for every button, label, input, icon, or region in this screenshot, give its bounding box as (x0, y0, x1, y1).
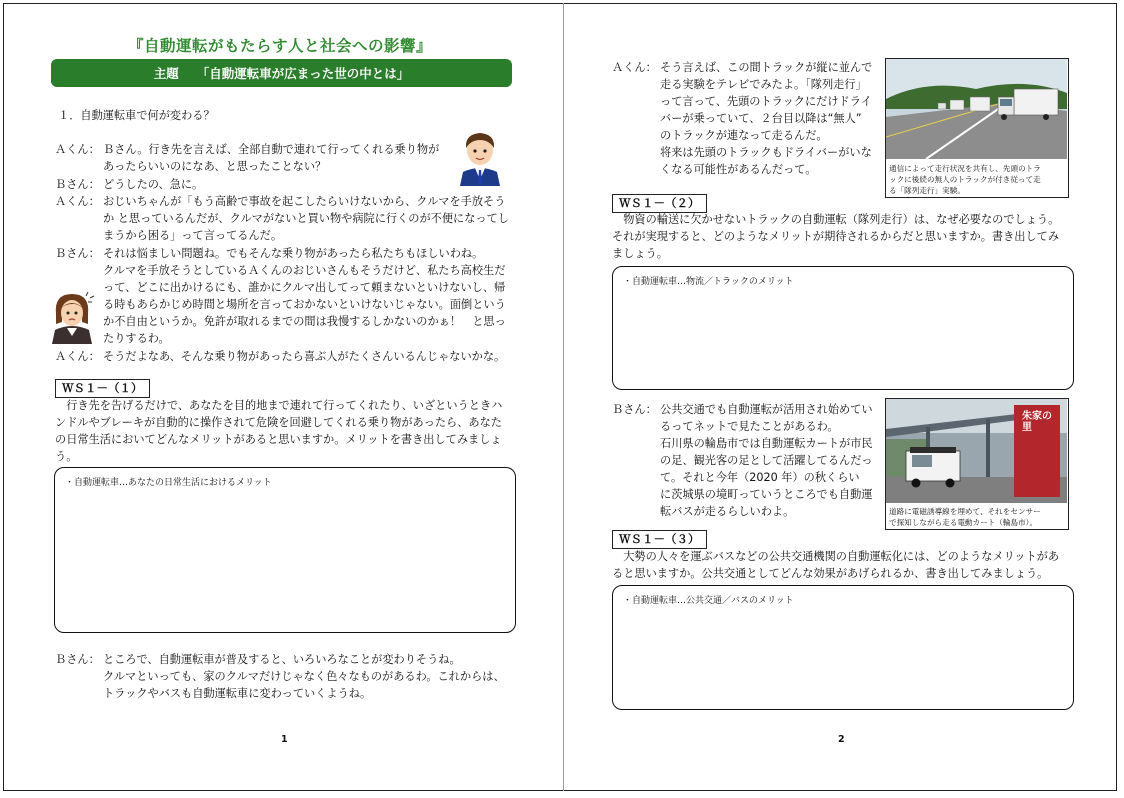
truck-line: のトラックが連なって走るんだ。 (660, 129, 828, 142)
cart-photo-caption-line: で探知しながら走る電動カート（輪島市）。 (889, 518, 1038, 527)
truck-photo-caption-line: ックに後続の無人のトラックが付き従って走 (889, 175, 1041, 184)
truck-platoon-photo (885, 58, 1069, 198)
bus-line: 公共交通でも自動運転が活用され始めてい (660, 403, 873, 416)
theme-text: 「自動運転車が広まった世の中とは」 (196, 66, 410, 81)
document-title: 『自動運転がもたらす人と社会への影響』 (127, 37, 432, 55)
dialogue-line: それは悩ましい問題ね。でもそんな乗り物があったら私たちもほしいわね。 (103, 247, 484, 260)
electric-cart-photo (885, 398, 1069, 530)
ws1-prompt-line: の日常生活においてどんなメリットがあると思いますか。メリットを書き出してみましょ (55, 433, 502, 446)
ws2-prompt-line: 物資の輸送に欠かせないトラックの自動運転（隊列走行）は、なぜ必要なのでしょう。 (612, 213, 1060, 226)
bus-line: の足、観光客の足として活躍してるんだっ (660, 454, 873, 467)
dialogue-line: どうしたの、急に。 (103, 178, 204, 191)
girl-avatar-icon (48, 288, 96, 344)
ws3-label: ＷＳ１－（３） (612, 530, 707, 549)
dialogue-line: そうだよなあ、そんな乗り物があったら喜ぶ人がたくさんいるんじゃないかな。 (103, 350, 506, 363)
ws1-answer-box[interactable] (54, 467, 516, 633)
ws3-prompt-line: ると思いますか。公共交通としてどんな効果があげられるか、書き出してみましょう。 (612, 567, 1049, 580)
speaker: Ｂさん： (612, 403, 657, 416)
ws1-label: ＷＳ１－（１） (55, 379, 150, 398)
truck-line: 将来は先頭のトラックもドライバーがいな (660, 146, 872, 159)
speaker: Ａくん： (55, 195, 100, 208)
closing-line: トラックやバスも自動運転車に変わっていくようね。 (103, 687, 372, 700)
bus-line: て。それと今年（2020 年）の秋くらい (660, 471, 860, 484)
dialogue-line: か不自由というか。免許が取れるまでの間は我慢するしかないのかぁ！ と思っ (103, 315, 506, 328)
dialogue-line: まうから困る」って言ってるんだ。 (103, 229, 283, 242)
cart-photo-caption-line: 道路に電磁誘導線を埋めて、それをセンサー (889, 507, 1041, 516)
speaker: Ａくん： (612, 61, 657, 74)
speaker: Ｂさん： (55, 178, 100, 191)
truck-line: バーが乗っていて、２台目以降は“無人” (660, 112, 862, 125)
dialogue-line: たりするわ。 (103, 332, 170, 345)
ws1-box-caption: ・自動運転車…あなたの日常生活におけるメリット (65, 478, 272, 488)
ws3-answer-box[interactable] (612, 585, 1074, 710)
ws2-answer-box[interactable] (612, 266, 1074, 390)
ws2-label: ＷＳ１－（２） (612, 194, 707, 213)
closing-line: ところで、自動運転車が普及すると、いろいろなことが変わりそうね。 (103, 653, 461, 666)
ws1-prompt-line: う。 (55, 450, 78, 463)
boy-avatar-icon (455, 128, 505, 186)
truck-photo-caption-line: る「隊列走行」実験。 (889, 186, 965, 195)
truck-photo-caption-line: 通信によって走行状況を共有し、先頭のトラ (889, 164, 1041, 173)
dialogue-line: おじいちゃんが「もう高齢で事故を起こしたらいけないから、クルマを手放そう (103, 195, 506, 208)
dialogue-line: あったらいいのになあ、と思ったことない？ (103, 160, 327, 173)
dialogue-line: か と思っているんだが、クルマがないと買い物や病院に行くのが不便になってし (103, 212, 509, 225)
page-number-2: 2 (838, 734, 845, 745)
section-heading: １．自動運転車で何が変わる？ (58, 109, 215, 122)
closing-line: クルマといっても、家のクルマだけじゃなく色々なものがあるわ。これからは、 (103, 670, 505, 683)
ws2-prompt-line: それが実現すると、どのようなメリットが期待されるからだと思いますか。書き出してみ (612, 230, 1060, 243)
page-divider (563, 3, 564, 791)
ws1-prompt-line: ンドルやブレーキが自動的に操作されて危険を回避してくれる乗り物があったら、あなた (55, 416, 502, 429)
dialogue-line: る時もあらかじめ時間と場所を言っておかないといけないじゃない。面倒という (103, 298, 506, 311)
truck-platoon-image (886, 59, 1067, 159)
bus-line: に茨城県の境町っていうところでも自動運 (660, 488, 873, 501)
ws2-prompt-line: ましょう。 (612, 247, 668, 260)
speaker: Ａくん： (55, 350, 100, 363)
ws3-box-caption: ・自動運転車…公共交通／バスのメリット (623, 596, 794, 606)
ws1-prompt-line: 行き先を告げるだけで、あなたを目的地まで連れて行ってくれたり、いざというときハ (55, 399, 503, 412)
theme-banner (51, 59, 512, 87)
truck-line: そう言えば、この間トラックが縦に並んで (660, 61, 873, 74)
ws2-box-caption: ・自動運転車…物流／トラックのメリット (623, 277, 794, 287)
dialogue-line: って、どこに出かけるにも、誰かにクルマ出してって頼まないといけないし、帰 (103, 281, 506, 294)
dialogue-line: クルマを手放そうとしているＡくんのおじいさんもそうだけど、私たち高校生だ (103, 264, 506, 277)
page-number-1: 1 (281, 734, 288, 745)
cart-photo-sign: 朱家の里 (1022, 411, 1052, 433)
dialogue-line: Ｂさん。行き先を言えば、全部自動で連れて行ってくれる乗り物が (103, 143, 440, 156)
bus-line: るってネットで見たことがあるわ。 (660, 420, 839, 433)
truck-line: くなる可能性があるんだって。 (660, 163, 817, 176)
bus-line: 転バスが走るらしいわよ。 (660, 505, 795, 518)
bus-line: 石川県の輪島市では自動運転カートが市民 (660, 437, 873, 450)
theme-label: 主題 (153, 66, 179, 81)
truck-line: 走る実験をテレビでみたよ。「隊列走行」 (660, 78, 867, 91)
ws3-prompt-line: 大勢の人々を運ぶバスなどの公共交通機関の自動運転化には、どのようなメリットがあ (612, 550, 1060, 563)
speaker: Ｂさん： (55, 247, 100, 260)
truck-line: って言って、先頭のトラックにだけドライ (660, 95, 872, 108)
speaker: Ｂさん： (55, 653, 100, 666)
speaker: Ａくん： (55, 143, 100, 156)
